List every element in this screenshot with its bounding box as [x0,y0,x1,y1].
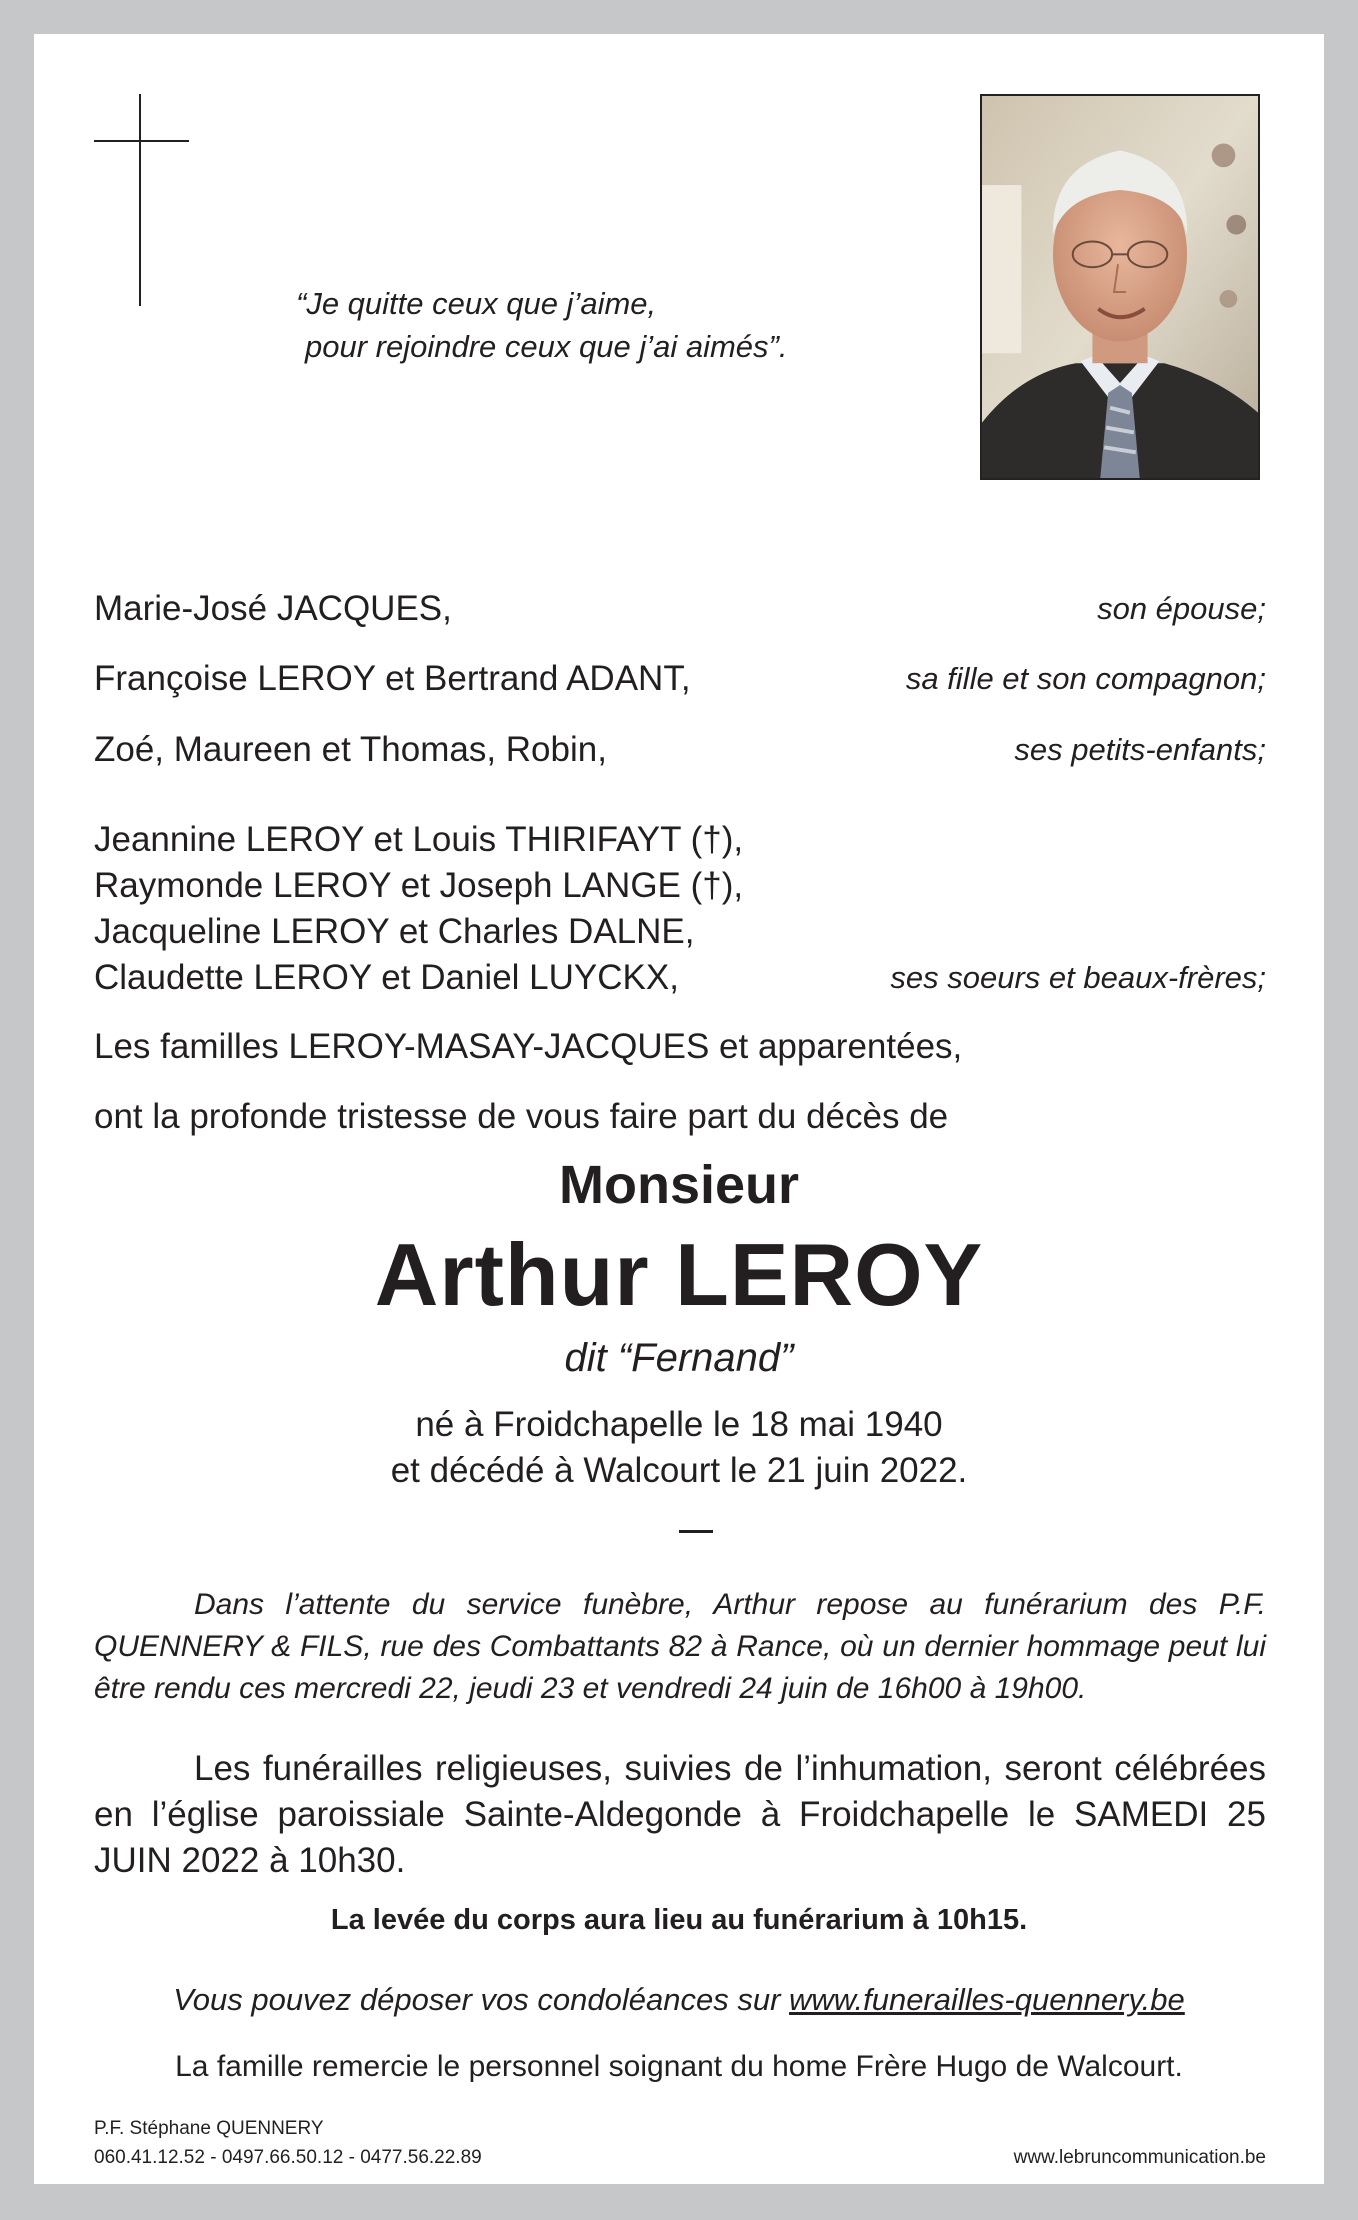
footer-printer: www.lebruncommunication.be [1013,2147,1266,2168]
family-names: Françoise LEROY et Bertrand ADANT, [94,659,691,698]
funeral-paragraph: Les funérailles religieuses, suivies de l’inhumation, seront célébrées en l’église paroissiale Sainte-Aldegonde à Froidchapelle le SAMEDI 25 JUIN 2022 à 10h30. [94,1749,1266,1880]
portrait-photo [980,94,1260,480]
quote-line-2: pour rejoindre ceux que j’ai aimés”. [305,329,788,364]
deceased-name: Arthur LEROY [374,1225,984,1324]
deceased-nickname: dit “Fernand” [564,1336,794,1380]
family-name-line: Jeannine LEROY et Louis THIRIFAYT (†), [94,820,744,859]
deceased-title: Monsieur [558,1155,800,1215]
birth-line: né à Froidchapelle le 18 mai 1940 [415,1405,943,1444]
family-role: ses petits-enfants; [1014,732,1266,767]
portrait-image [982,96,1258,478]
family-row [94,656,1266,702]
footer-funeral-home [94,2114,482,2172]
family-name-line: Claudette LEROY et Daniel LUYCKX, [94,958,679,997]
condolences-prefix: Vous pouvez déposer vos condoléances sur [173,1982,781,2017]
family-row [94,727,1266,773]
condolences-line [34,1982,1324,2018]
obituary-card [34,34,1324,2184]
footer-phones: 060.41.12.52 - 0497.66.50.12 - 0477.56.22.89 [94,2147,482,2168]
family-role: ses soeurs et beaux-frères; [890,960,1266,995]
family-name-line: Raymonde LEROY et Joseph LANGE (†), [94,866,744,905]
family-names: Marie-José JACQUES, [94,589,452,628]
condolences-link[interactable]: www.funerailles-quennery.be [789,1982,1185,2017]
thanks-line: La famille remercie le personnel soignant du home Frère Hugo de Walcourt. [175,2050,1183,2083]
cross-icon [139,94,141,306]
separator-dash [679,1530,713,1533]
family-role: sa fille et son compagnon; [905,661,1266,696]
footer-company: P.F. Stéphane QUENNERY [94,2118,324,2139]
funerarium-paragraph: Dans l’attente du service funèbre, Arthur repose au funérarium des P.F. QUENNERY & FILS, rue des Combattants 82 à Rance, où un dernier hommage peut lui être rendu ces mercredi 22, jeudi 23 et vendredi 24 juin de 16h00 à 19h00. [94,1588,1266,1705]
levee-line: La levée du corps aura lieu au funérarium à 10h15. [330,1904,1028,1936]
family-name-line: Jacqueline LEROY et Charles DALNE, [94,912,695,951]
deceased-dates [34,1402,1324,1494]
quote-line-1: “Je quitte ceux que j’aime, [296,286,657,321]
family-names [94,817,743,1001]
quote [296,282,787,368]
family-names: Zoé, Maureen et Thomas, Robin, [94,730,607,769]
family-role: son épouse; [1097,591,1266,626]
cross-icon-bar [94,140,189,142]
announce-line: ont la profonde tristesse de vous faire part du décès de [94,1097,949,1136]
family-row [94,586,1266,632]
families-line: Les familles LEROY-MASAY-JACQUES et apparentées, [94,1027,963,1066]
family-row [94,817,1266,1001]
death-line: et décédé à Walcourt le 21 juin 2022. [390,1451,968,1490]
